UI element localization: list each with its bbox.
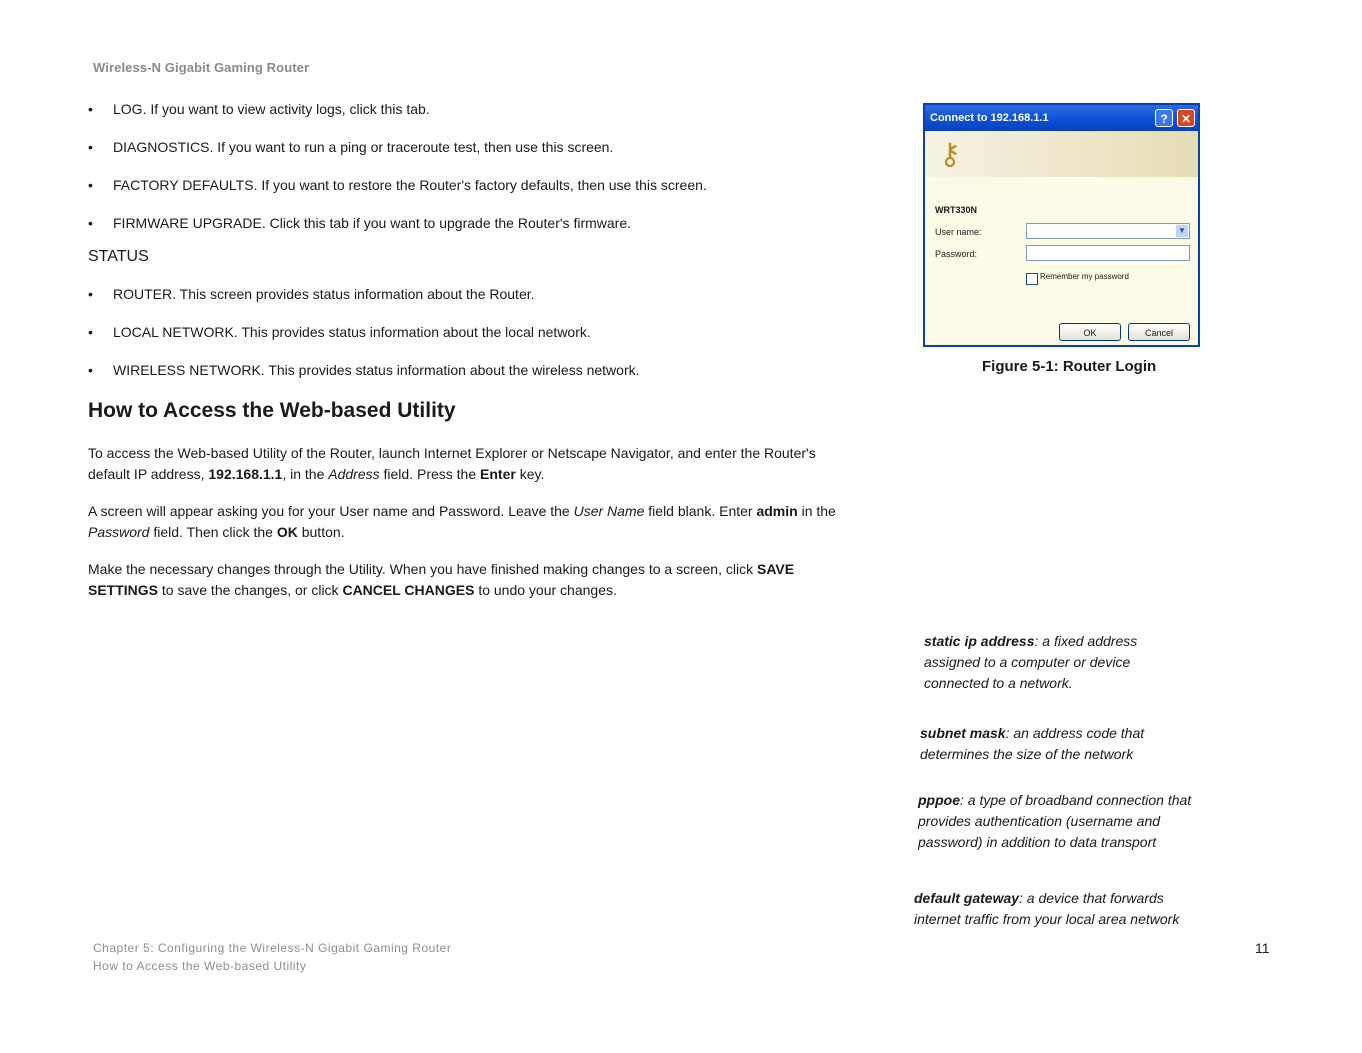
text: A screen will appear asking you for your User name and Password. Leave the: [88, 503, 574, 519]
field-name: Address: [328, 466, 380, 482]
bullet-term: LOG: [113, 101, 143, 117]
main-content: [88, 100, 838, 617]
glossary-definition: : an address code that determines the size of the network: [920, 725, 1145, 762]
glossary-definition: : a device that forwards internet traffic from your local area network: [914, 890, 1180, 927]
field-name: Password: [88, 524, 150, 540]
list-item: [88, 100, 838, 118]
glossary-term: subnet mask: [920, 725, 1006, 741]
paragraph-access: [88, 443, 838, 485]
cancel-button[interactable]: Cancel: [1128, 323, 1190, 341]
chevron-down-icon[interactable]: ▼: [1176, 225, 1188, 237]
text: field blank. Enter: [644, 503, 757, 519]
username-label: User name:: [935, 227, 982, 237]
text: to undo your changes.: [474, 582, 617, 598]
bullet-text: . This screen provides status information about the Router.: [172, 286, 535, 302]
bullet-text: . If you want to run a ping or traceroute test, then use this screen.: [209, 139, 614, 155]
username-field[interactable]: [1026, 223, 1190, 239]
password-label: Password:: [935, 249, 978, 259]
password-field[interactable]: [1026, 245, 1190, 261]
bullet-term: FACTORY DEFAULTS: [113, 177, 254, 193]
button-name: OK: [276, 524, 298, 540]
running-header: Wireless-N Gigabit Gaming Router: [93, 60, 310, 75]
text: button.: [297, 524, 345, 540]
glossary-entry: [918, 790, 1218, 853]
dialog-titlebar: [925, 105, 1198, 131]
ip-address: 192.168.1.1: [208, 466, 283, 482]
text: field. Then click the: [149, 524, 277, 540]
ok-button[interactable]: OK: [1059, 323, 1121, 341]
glossary-term: default gateway: [914, 890, 1020, 906]
cancel-changes-ref: CANCEL CHANGES: [342, 582, 475, 598]
footer-section: How to Access the Web-based Utility: [93, 959, 307, 973]
bullet-term: DIAGNOSTICS: [113, 139, 210, 155]
close-button[interactable]: ✕: [1177, 109, 1195, 127]
figure-caption: Figure 5-1: Router Login: [982, 358, 1157, 375]
glossary-entry: [914, 888, 1214, 930]
list-item: [88, 138, 838, 156]
bullet-term: LOCAL NETWORK: [113, 324, 234, 340]
page-footer: [93, 939, 451, 975]
glossary-definition: : a type of broadband connection that provides authentication (username and password) in addition to data transport: [918, 792, 1192, 850]
status-bullet-list: [88, 285, 838, 379]
save-settings-ref: SAVE SETTINGS: [88, 561, 795, 598]
list-item: [88, 176, 838, 194]
tools-bullet-list: [88, 100, 838, 232]
key-name: Enter: [480, 466, 516, 482]
text: in the: [797, 503, 836, 519]
text: key.: [515, 466, 545, 482]
glossary-entry: [920, 723, 1180, 765]
bullet-text: . This provides status information about the local network.: [233, 324, 591, 340]
bullet-term: ROUTER: [113, 286, 173, 302]
paragraph-changes: [88, 559, 838, 601]
glossary-term: static ip address: [924, 633, 1035, 649]
paragraph-login: [88, 501, 838, 543]
glossary-term: pppoe: [918, 792, 960, 808]
dialog-realm: WRT330N: [935, 205, 978, 215]
page-number: 11: [1255, 940, 1270, 956]
password-value: admin: [756, 503, 798, 519]
text: , in the: [282, 466, 329, 482]
bullet-term: FIRMWARE UPGRADE: [113, 215, 262, 231]
text: to save the changes, or click: [158, 582, 343, 598]
footer-chapter: Chapter 5: Configuring the Wireless-N Gigabit Gaming Router: [93, 941, 452, 955]
bullet-text: . This provides status information about the wireless network.: [260, 362, 640, 378]
list-item: [88, 214, 838, 232]
dialog-title: Connect to 192.168.1.1: [930, 112, 1049, 124]
dialog-body: [925, 177, 1198, 345]
router-login-dialog: [923, 103, 1200, 347]
list-item: [88, 285, 838, 303]
bullet-term: WIRELESS NETWORK: [113, 362, 261, 378]
help-button[interactable]: ?: [1155, 109, 1173, 127]
text: To access the Web-based Utility of the Router, launch Internet Explorer or Netscape Navigator, and enter the Router's default IP address,: [88, 445, 816, 482]
bullet-text: . Click this tab if you want to upgrade the Router's firmware.: [261, 215, 631, 231]
text: field. Press the: [379, 466, 481, 482]
list-item: [88, 323, 838, 341]
field-name: User Name: [573, 503, 645, 519]
glossary-definition: : a fixed address assigned to a computer or device connected to a network.: [924, 633, 1138, 691]
section-heading: How to Access the Web-based Utility: [88, 399, 456, 422]
list-item: [88, 361, 838, 379]
glossary-entry: [924, 631, 1174, 694]
text: Make the necessary changes through the Utility. When you have finished making changes to a screen, click: [88, 561, 757, 577]
bullet-text: . If you want to view activity logs, click this tab.: [142, 101, 430, 117]
dialog-banner: [925, 131, 1198, 178]
remember-checkbox[interactable]: [1026, 273, 1038, 285]
bullet-text: . If you want to restore the Router's factory defaults, then use this screen.: [253, 177, 707, 193]
status-heading: STATUS: [88, 248, 149, 265]
keys-icon: ⚷: [939, 138, 961, 171]
remember-label: Remember my password: [1040, 272, 1129, 281]
